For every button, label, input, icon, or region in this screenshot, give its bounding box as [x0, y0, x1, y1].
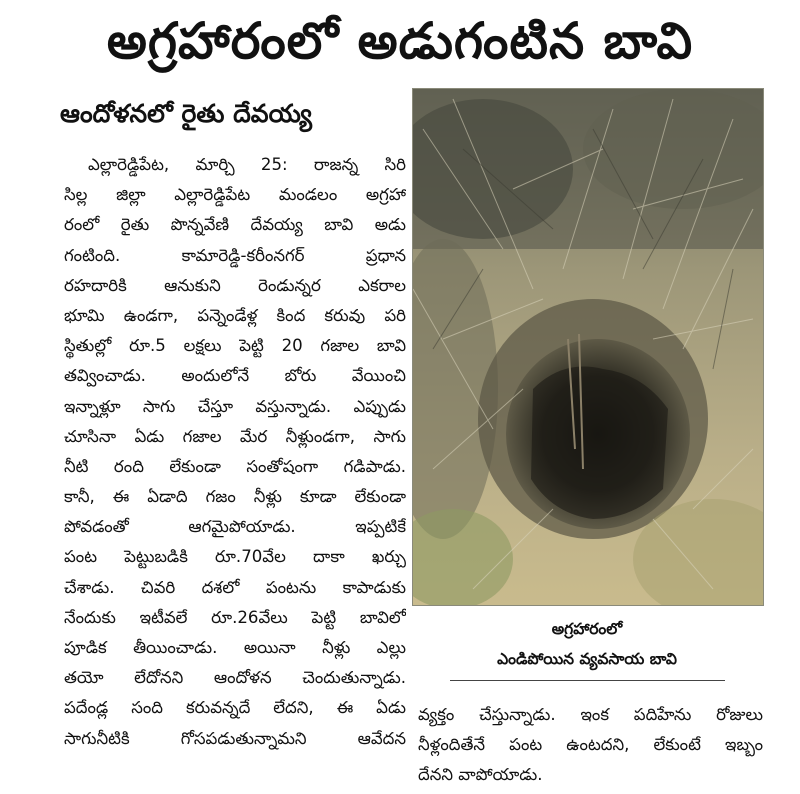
- body-line: రంలో రైతు పొన్నవేణి దేవయ్య బావి అడు: [64, 215, 406, 235]
- body-line: దేనని వాపోయాడు.: [418, 765, 543, 785]
- body-line: పంట పెట్టుబడికి రూ.70వేల దాకా ఖర్చు: [64, 547, 406, 567]
- body-line: భూమి ఉండగా, పన్నెండేళ్ల కింద కరువు పరి: [64, 305, 406, 325]
- body-line: రహదారికి ఆనుకుని రెండున్నర ఎకరాల: [64, 275, 406, 295]
- body-line: సిల్ల జిల్లా ఎల్లారెడ్డిపేట మండలం అగ్రహా: [64, 185, 406, 205]
- dry-well-illustration: [413, 89, 763, 605]
- article-body-left-column: [64, 150, 406, 754]
- body-line: పూడిక తీయించాడు. అయినా నీళ్లు ఎల్లు: [64, 638, 406, 657]
- body-line: స్థితుల్లో రూ.5 లక్షలు పెట్టి 20 గజాల బావి: [64, 336, 406, 356]
- body-line: పోవడంతో ఆగమైపోయాడు. ఇప్పటికే: [64, 517, 406, 537]
- dry-well-photo: [412, 88, 764, 606]
- body-line: తవ్వించాడు. అందులోనే బోరు వేయించి: [64, 366, 406, 386]
- photo-caption: [412, 614, 762, 674]
- body-line: నీళ్లందితేనే పంట ఉంటదని, లేకుంటే ఇబ్బం: [418, 735, 763, 755]
- body-line: వ్యక్తం చేస్తున్నాడు. ఇంక పదిహేను రోజులు: [418, 705, 763, 724]
- body-line: గంటింది. కామారెడ్డి-కరీంనగర్ ప్రధాన: [64, 245, 406, 265]
- caption-divider: [450, 680, 725, 681]
- body-line: కానీ, ఈ ఏడాది గజం నీళ్లు కూడా లేకుండా: [64, 487, 406, 507]
- body-line: సాగునీటికి గోసపడుతున్నామని ఆవేదన: [64, 728, 406, 748]
- body-line: చూసినా ఏడు గజాల మేర నీళ్లుండగా, సాగు: [64, 426, 406, 446]
- photo-caption-line: ఎండిపోయిన వ్యవసాయ బావి: [497, 650, 677, 668]
- body-line: ఇన్నాళ్లూ సాగు చేస్తూ వస్తున్నాడు. ఎప్పుడు: [64, 396, 406, 416]
- body-line: చేశాడు. చివరి దశలో పంటను కాపాడుకు: [64, 577, 406, 597]
- body-line: తయో లేదోనని ఆందోళన చెందుతున్నాడు.: [64, 668, 406, 688]
- body-line: నీటి రంది లేకుండా సంతోషంగా గడిపాడు.: [64, 456, 406, 476]
- body-line: పదేండ్ల సంది కరువన్నదే లేదని, ఈ ఏడు: [64, 698, 406, 718]
- subheadline: ఆందోళనలో రైతు దేవయ్య: [60, 99, 312, 128]
- headline: అగ్రహారంలో అడుగంటిన బావి: [106, 12, 694, 70]
- body-line: ఎల్లారెడ్డిపేట, మార్చి 25: రాజన్న సిరి: [88, 155, 406, 174]
- article-body-right-column: [418, 700, 763, 791]
- body-line: నేందుకు ఇటీవలే రూ.26వేలు పెట్టి బావిలో: [64, 607, 406, 627]
- photo-caption-line: అగ్రహారంలో: [551, 620, 623, 638]
